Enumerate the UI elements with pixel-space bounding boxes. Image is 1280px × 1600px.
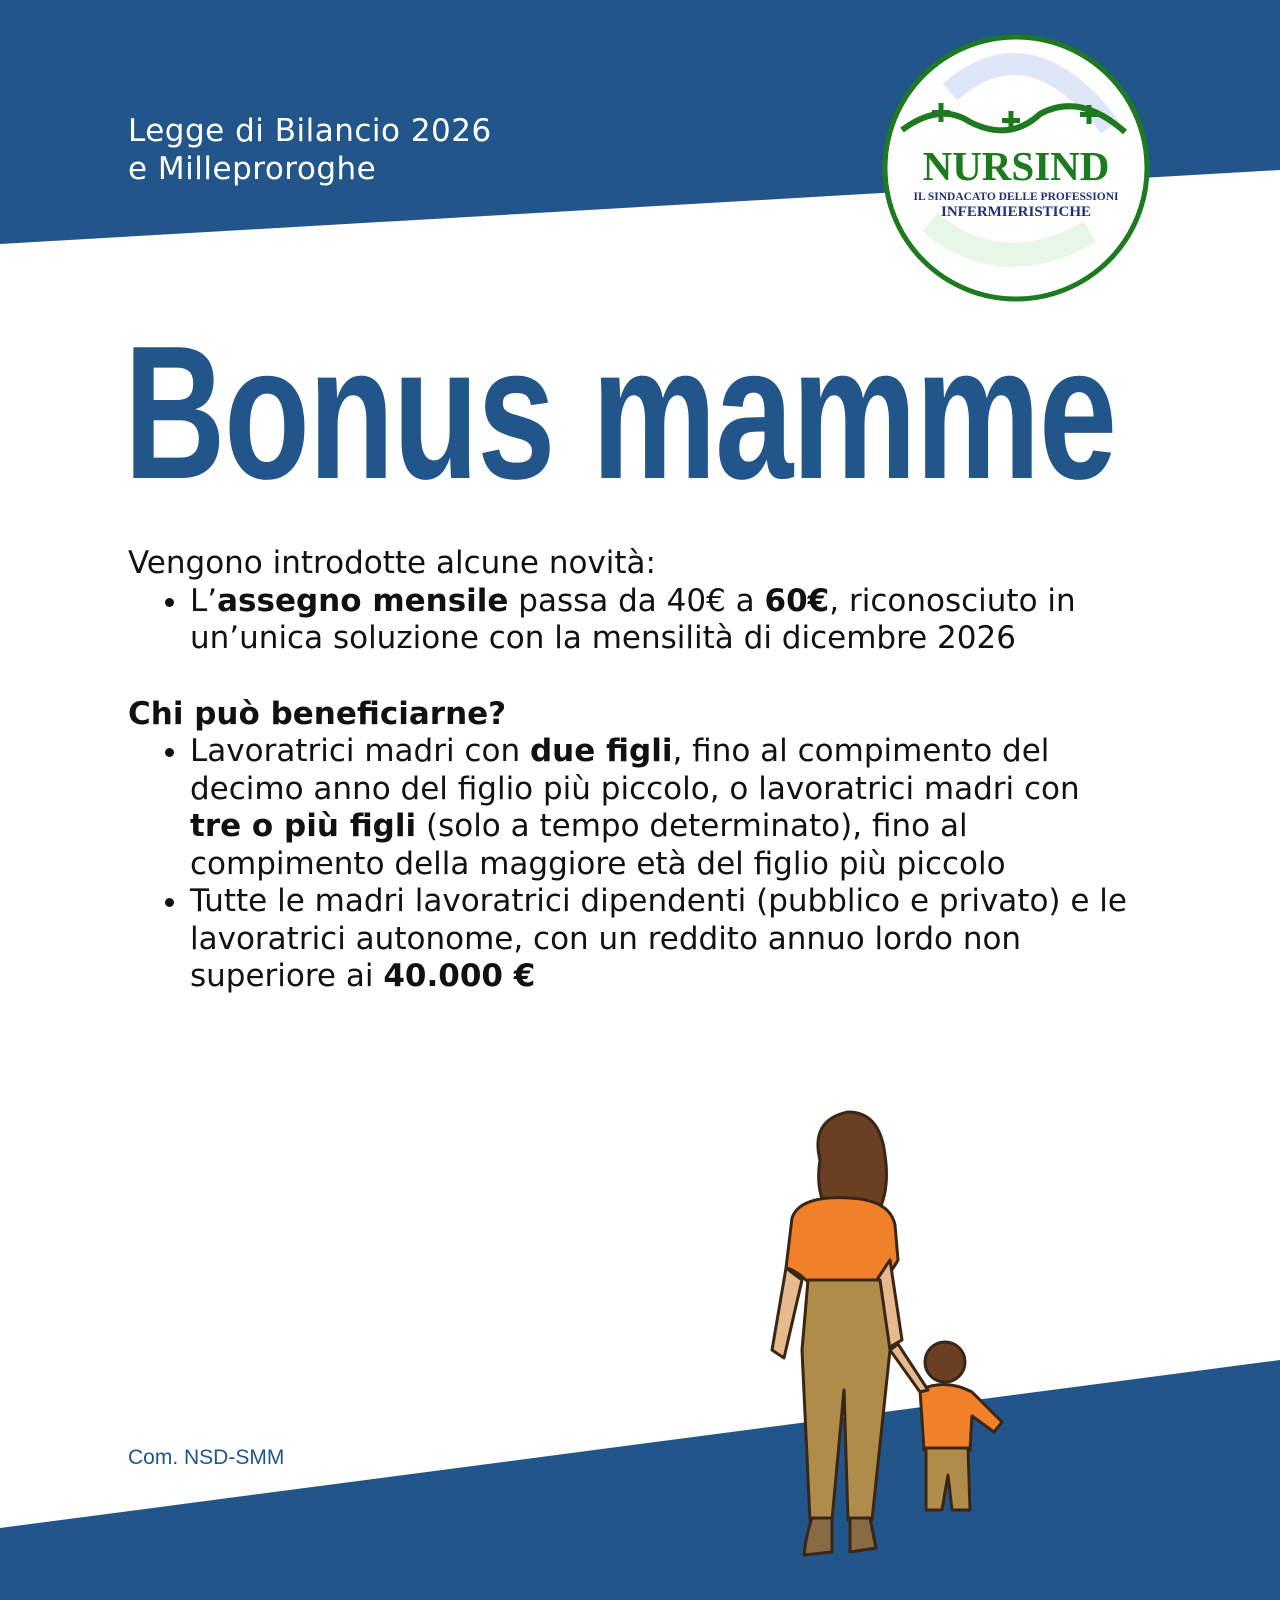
section-spacer <box>128 658 1128 696</box>
item-bold: 40.000 € <box>383 958 536 994</box>
logo-tagline-1: IL SINDACATO DELLE PROFESSIONI <box>913 191 1119 203</box>
mother-figure <box>772 1112 902 1555</box>
page-title: Bonus mamme <box>124 307 1116 519</box>
item-text-mid: , fino al compimento del decimo anno del figlio più piccolo, o lavoratrici madri con <box>190 733 1080 807</box>
item-text-pre: Tutte le madri lavoratrici dipendenti (pubblico e privato) e le lavoratrici autonome, con un reddito annuo lordo non superiore ai <box>190 883 1127 994</box>
header-line-2: e Milleproroghe <box>128 151 377 187</box>
item-text-pre: L’ <box>190 582 218 619</box>
novita-list <box>128 583 1128 658</box>
footer-code: Com. NSD-SMM <box>128 1446 285 1469</box>
main-content <box>128 545 1128 996</box>
mother-child-illustration <box>740 1100 1060 1590</box>
header-subtitle <box>128 112 492 188</box>
header-line-1: Legge di Bilancio 2026 <box>128 113 492 149</box>
item-bold-1: assegno mensile <box>217 582 509 619</box>
item-bold-1: due figli <box>529 733 673 769</box>
list-item <box>190 583 1128 658</box>
item-text-mid: passa da 40€ a <box>508 582 765 619</box>
beneficiari-list <box>128 733 1128 996</box>
item-bold-2: 60€ <box>764 582 830 619</box>
intro-text: Vengono introdotte alcune novità: <box>128 545 656 581</box>
item-bold-2: tre o più figli <box>190 808 417 844</box>
child-figure <box>890 1342 1002 1510</box>
logo-tagline-2: INFERMIERISTICHE <box>940 204 1092 220</box>
bottom-blue-band <box>0 1360 1280 1600</box>
item-text-post: (solo a tempo determinato), fino al compimento della maggiore età del figlio più piccolo <box>190 808 1006 882</box>
list-item <box>190 883 1128 996</box>
beneficiari-heading: Chi può beneficiarne? <box>128 695 507 732</box>
list-item <box>190 733 1128 883</box>
logo-name: NURSIND <box>922 143 1110 189</box>
nursind-logo <box>880 32 1152 304</box>
item-text-pre: Lavoratrici madri con <box>190 733 530 769</box>
item-text-post: , riconosciuto in un’unica soluzione con la mensilità di dicembre 2026 <box>190 582 1076 656</box>
